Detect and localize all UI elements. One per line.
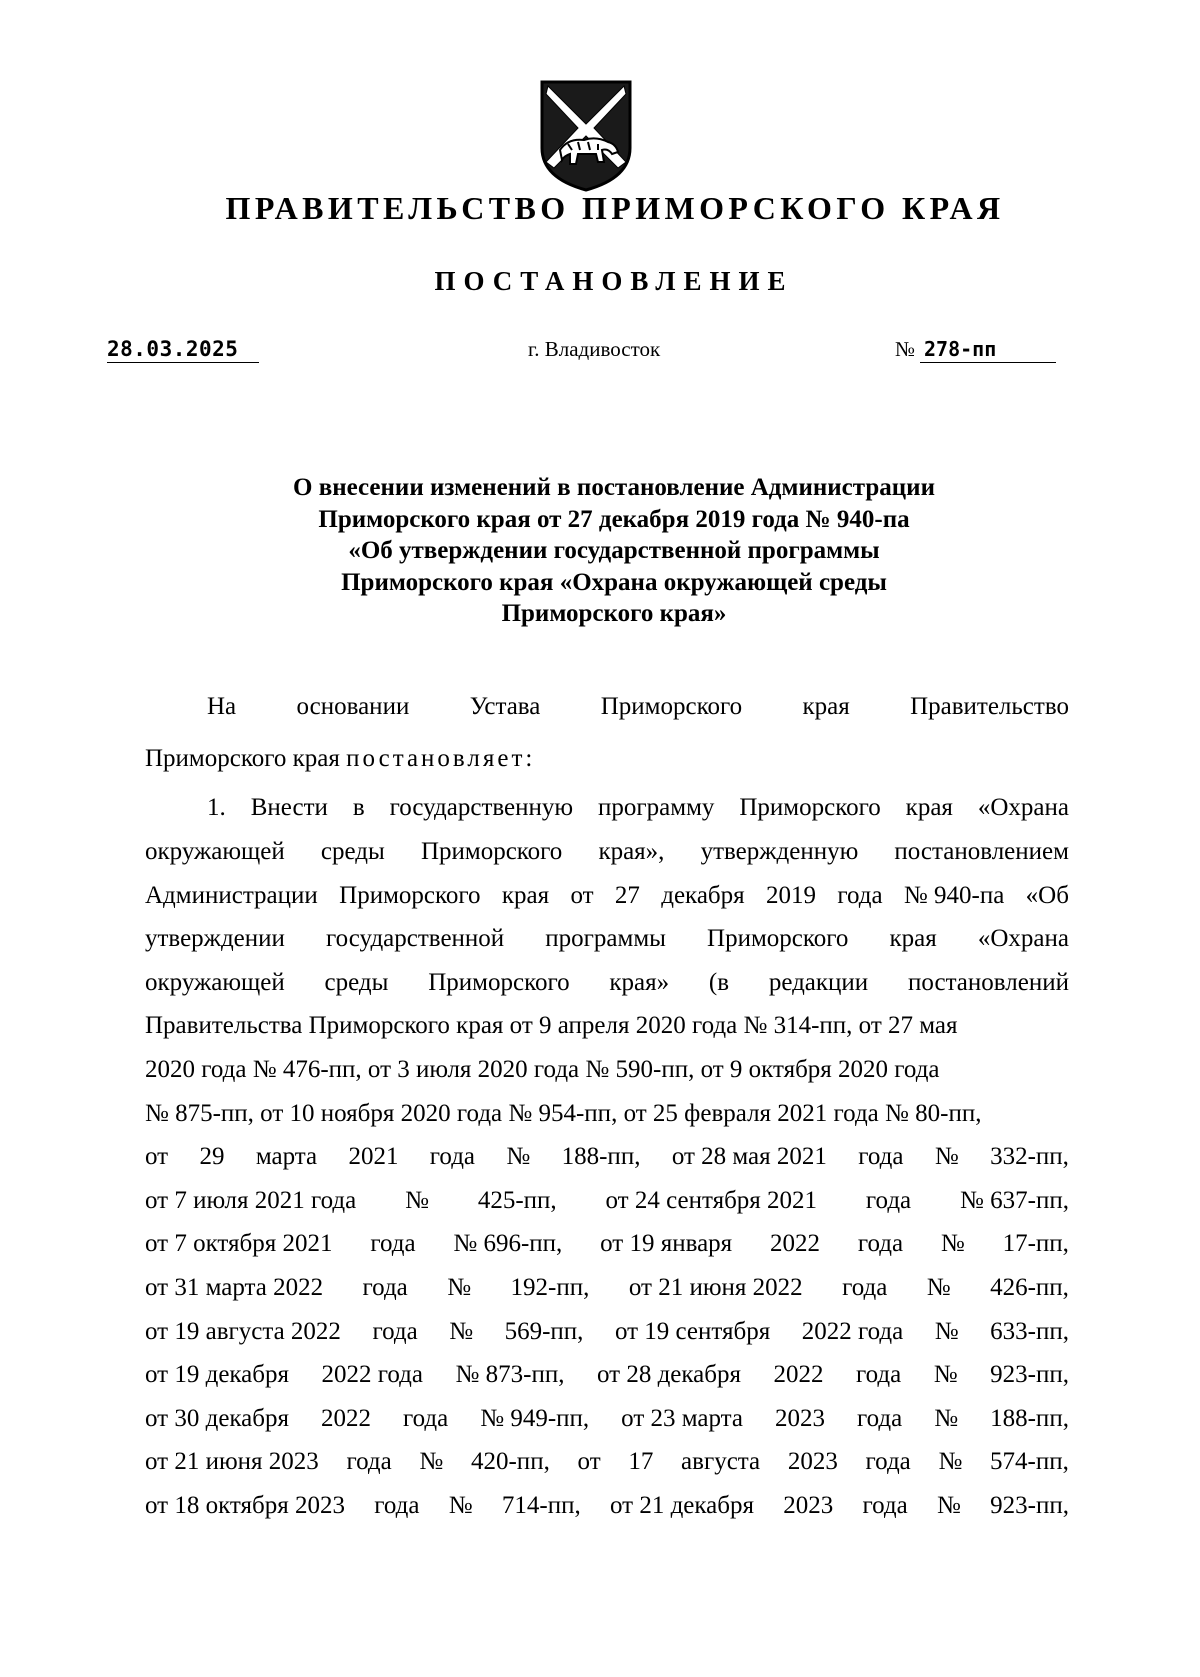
document-meta-row xyxy=(0,336,1200,376)
item1-first-line: 1. Внести в государственную программу Приморского края «Охрана xyxy=(207,794,1069,821)
item1-word: от 7 июля 2021 года xyxy=(145,1186,357,1214)
item1-line xyxy=(145,1360,1069,1390)
item1-word: от 21 декабря xyxy=(609,1492,754,1519)
item1-word: 2020 года № 476-пп, от 3 июля 2020 года № 590-пп, от 9 октября 2020 года xyxy=(145,1056,940,1083)
item1-word: № xyxy=(448,1492,473,1519)
item1-word: № xyxy=(506,1143,531,1171)
item1-word: 2022 xyxy=(773,1361,824,1389)
item1-word: Приморского xyxy=(339,881,481,909)
item1-word: от 24 сентября 2021 xyxy=(605,1186,818,1214)
item1-word: № xyxy=(933,1361,958,1389)
item1-line xyxy=(145,924,1069,954)
organization-title: ПРАВИТЕЛЬСТВО ПРИМОРСКОГО КРАЯ xyxy=(225,190,1005,226)
preamble-colon: : xyxy=(525,745,533,772)
item1-word: 2022 xyxy=(321,1404,371,1432)
item1-line xyxy=(145,1011,1069,1041)
item1-word: года xyxy=(865,1186,912,1214)
item1-word: года xyxy=(857,1404,903,1432)
item1-word: 574-пп, xyxy=(990,1448,1069,1476)
item1-word: года xyxy=(403,1404,449,1432)
item1-word: редакции xyxy=(768,968,869,996)
item1-word: декабря xyxy=(661,881,745,909)
item1-word: края», xyxy=(598,838,665,865)
item1-line xyxy=(145,1055,1069,1085)
item1-word: № xyxy=(934,1317,959,1345)
item1-word: от xyxy=(570,881,594,909)
item1-word: (в xyxy=(708,968,730,996)
document-date: 28.03.2025 xyxy=(107,336,259,363)
item1-word: 2023 xyxy=(783,1492,834,1519)
item1-word: окружающей xyxy=(145,968,285,996)
preamble-text: Приморского края xyxy=(145,745,347,772)
preamble-verb: постановляет xyxy=(346,745,526,772)
item1-word: 2021 xyxy=(348,1143,399,1171)
item1-word: № 949-пп, xyxy=(480,1404,590,1432)
preamble-word: Приморского xyxy=(600,693,743,720)
preamble-line xyxy=(207,692,1069,722)
item1-word: года xyxy=(374,1492,420,1519)
preamble-word: Правительство xyxy=(910,693,1069,720)
subject-line: «Об утверждении государственной программы xyxy=(348,537,880,564)
document-city: г. Владивосток xyxy=(528,337,661,361)
item1-word: 192-пп, xyxy=(510,1274,590,1301)
item1-word: № xyxy=(419,1448,444,1476)
subject-line: О внесении изменений в постановление Администрации xyxy=(293,474,935,501)
item1-word: № xyxy=(405,1186,429,1214)
item1-word: от xyxy=(145,1143,169,1171)
item1-word: от 21 июня 2023 xyxy=(145,1448,319,1476)
item1-word: года xyxy=(842,1274,888,1301)
item1-line xyxy=(145,1491,1069,1521)
subject-line: Приморского края «Охрана окружающей среды xyxy=(341,568,887,596)
item1-word: от 19 декабря xyxy=(145,1361,289,1389)
preamble-line xyxy=(145,744,1069,774)
item1-word: от 19 января xyxy=(600,1230,733,1258)
item1-word: 2022 года xyxy=(801,1317,904,1345)
item1-line xyxy=(145,1099,1069,1129)
item1-line xyxy=(145,968,1069,998)
item1-word: 29 xyxy=(199,1143,225,1171)
item1-word: года xyxy=(865,1448,911,1476)
item1-word: от 28 мая 2021 xyxy=(671,1143,827,1171)
item1-word: № xyxy=(934,1404,959,1432)
item1-word: 17 xyxy=(628,1448,654,1476)
item1-word: 2022 года xyxy=(321,1361,423,1389)
item1-word: среды xyxy=(324,968,389,996)
item1-word: окружающей xyxy=(145,838,285,865)
item1-word: 420-пп, xyxy=(470,1448,550,1476)
document-number: 278-пп xyxy=(920,336,1056,363)
item1-word: 188-пп, xyxy=(990,1404,1069,1432)
item1-word: от 19 августа 2022 xyxy=(145,1317,341,1345)
item1-word: программы xyxy=(545,925,666,953)
preamble-word: Устава xyxy=(469,693,541,720)
item1-word: 714-пп, xyxy=(501,1492,581,1519)
item1-word: Правительства Приморского края от 9 апреля 2020 года № 314-пп, от 27 мая xyxy=(145,1012,958,1040)
item1-word: года xyxy=(370,1230,416,1258)
number-sign: № xyxy=(895,337,916,361)
item1-word: года xyxy=(372,1317,418,1345)
item1-word: № 696-пп, xyxy=(453,1230,563,1258)
item1-word: Приморского xyxy=(707,925,849,953)
item1-word: от 7 октября 2021 xyxy=(145,1230,333,1258)
item1-word: 923-пп, xyxy=(990,1492,1069,1519)
item1-word: 425-пп, xyxy=(477,1186,557,1214)
item1-word: 188-пп, xyxy=(561,1143,641,1171)
item1-word: от 30 декабря xyxy=(145,1404,289,1432)
item1-word: № xyxy=(926,1274,951,1301)
item1-word: от 21 июня 2022 xyxy=(628,1274,803,1301)
item1-word: № 875-пп, от 10 ноября 2020 года № 954-пп, от 25 февраля 2021 года № 80-пп, xyxy=(145,1099,982,1127)
item1-line xyxy=(145,1273,1069,1303)
item1-word: 2019 xyxy=(765,881,816,909)
item1-word: 569-пп, xyxy=(504,1317,584,1345)
item1-word: утверждении xyxy=(145,925,285,953)
document-type: ПОСТАНОВЛЕНИЕ xyxy=(434,266,794,296)
item1-line xyxy=(145,1186,1069,1216)
item1-line xyxy=(145,1447,1069,1477)
item1-word: от 19 сентября xyxy=(614,1317,771,1345)
preamble-word: основании xyxy=(296,693,410,720)
item1-word: марта xyxy=(255,1143,318,1171)
item1-word: № xyxy=(940,1230,965,1258)
item1-word: 17-пп, xyxy=(1002,1230,1069,1258)
item1-word: № xyxy=(447,1274,472,1301)
item1-line xyxy=(145,1142,1069,1172)
item1-word: края» xyxy=(609,968,670,996)
item1-word: № xyxy=(937,1492,961,1519)
item1-word: 27 xyxy=(614,881,640,909)
item1-word: № 873-пп, xyxy=(455,1361,565,1389)
item1-line xyxy=(145,1317,1069,1347)
item1-word: года xyxy=(858,1143,904,1171)
subject-line: Приморского края от 27 декабря 2019 года № 940-па xyxy=(318,505,910,533)
item1-word: 2023 xyxy=(787,1448,838,1476)
item1-word: года xyxy=(857,1230,904,1258)
item1-line xyxy=(145,1404,1069,1434)
subject-line: Приморского края» xyxy=(501,600,727,627)
item1-word: от 28 декабря xyxy=(596,1361,741,1389)
item1-word: «Об xyxy=(1025,881,1069,909)
item1-word: государственной xyxy=(326,925,505,953)
preamble-word: На xyxy=(207,693,237,720)
item1-word: Приморского xyxy=(428,968,570,996)
item1-word: края xyxy=(501,881,550,909)
item1-word: 2023 xyxy=(775,1404,826,1432)
item1-word: 332-пп, xyxy=(990,1143,1069,1171)
item1-word: «Охрана xyxy=(977,925,1069,953)
item1-word: края xyxy=(889,925,937,953)
item1-word: от 18 октября 2023 xyxy=(145,1492,345,1519)
item1-line xyxy=(145,881,1069,911)
item1-word: № xyxy=(938,1448,963,1476)
item1-word: Администрации xyxy=(145,881,318,909)
item1-word: года xyxy=(856,1361,902,1389)
item1-word: от 23 марта xyxy=(621,1404,744,1432)
item1-word: 923-пп, xyxy=(990,1361,1069,1389)
item1-word: года xyxy=(362,1274,408,1301)
item1-word: среды xyxy=(320,838,385,865)
item1-line xyxy=(207,793,1069,823)
item1-word: постановлений xyxy=(907,968,1069,996)
coat-of-arms-icon xyxy=(538,78,634,194)
item1-word: № 637-пп, xyxy=(960,1186,1069,1214)
item1-word: 426-пп, xyxy=(990,1274,1069,1301)
item1-word: года xyxy=(346,1448,392,1476)
item1-word: года xyxy=(862,1492,908,1519)
item1-word: № xyxy=(934,1143,959,1171)
item1-word: постановлением xyxy=(894,838,1069,865)
document-subject xyxy=(0,472,1200,630)
preamble-word: края xyxy=(802,693,850,720)
item1-word: от xyxy=(577,1448,601,1476)
item1-line xyxy=(145,837,1069,867)
item1-word: августа xyxy=(681,1448,761,1476)
item1-word: года xyxy=(429,1143,476,1171)
item1-word: утвержденную xyxy=(700,838,859,865)
item1-word: года xyxy=(837,881,883,909)
item1-word: 2022 xyxy=(770,1230,821,1258)
item1-word: 633-пп, xyxy=(990,1317,1069,1345)
item1-word: от 31 марта 2022 xyxy=(145,1274,324,1301)
item1-word: Приморского xyxy=(420,838,563,865)
item1-word: № xyxy=(449,1317,474,1345)
item1-line xyxy=(145,1229,1069,1259)
item1-word: № 940-па xyxy=(903,881,1005,909)
